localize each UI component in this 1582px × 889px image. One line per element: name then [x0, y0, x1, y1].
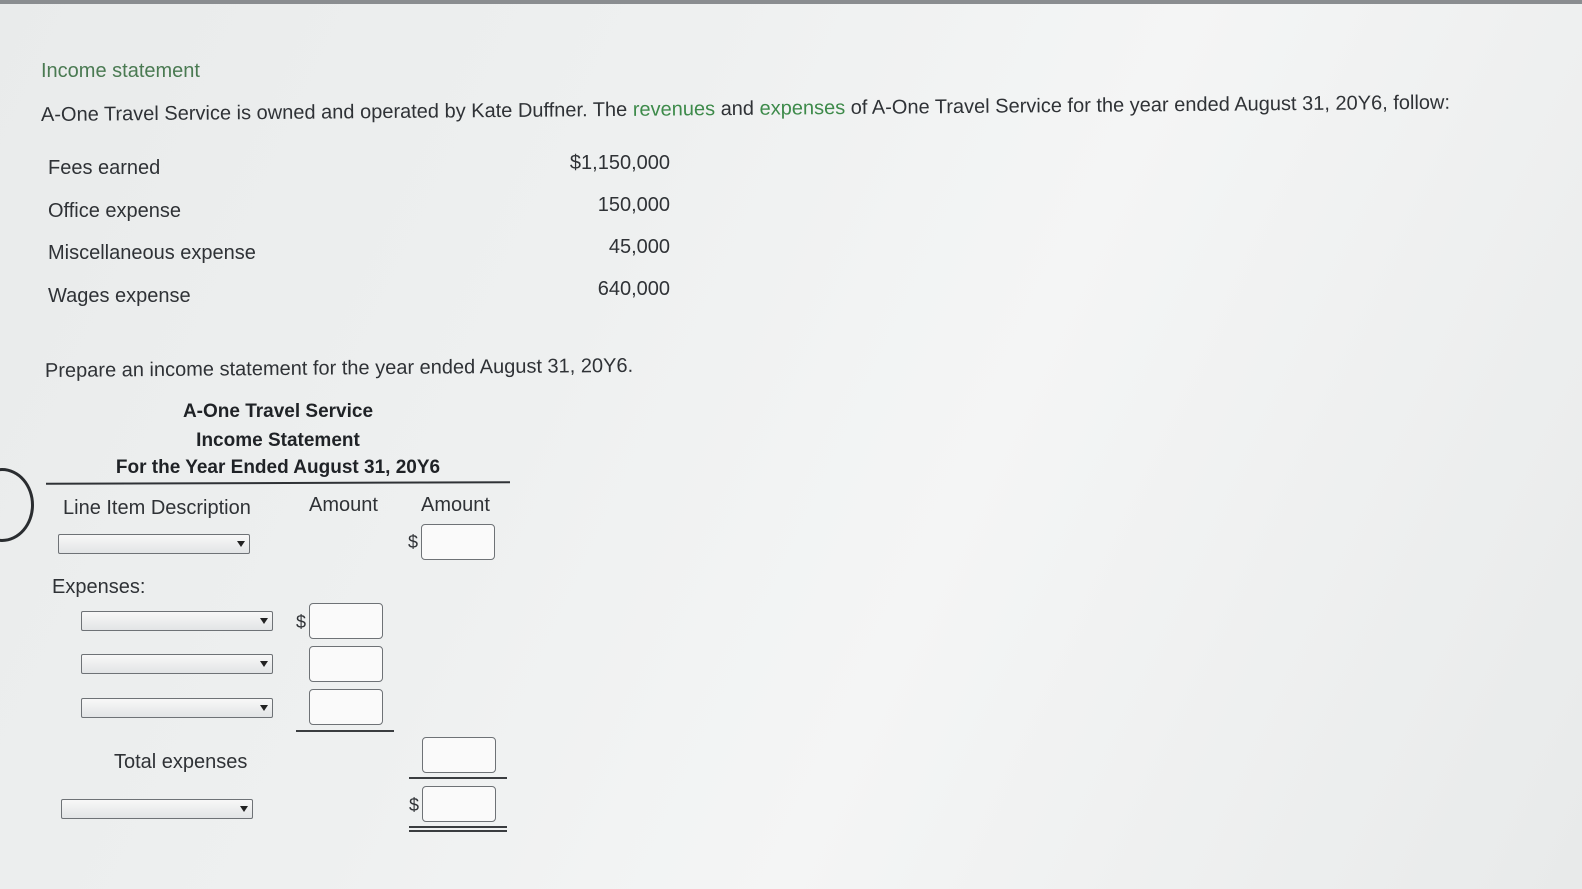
expense-amount-input-2[interactable] [309, 646, 383, 682]
net-income-double-rule-bottom [409, 830, 507, 832]
chevron-down-icon [237, 541, 245, 547]
expense-amount-input-1[interactable] [309, 603, 383, 639]
misc-expense-value: 45,000 [608, 236, 670, 258]
statement-company: A-One Travel Service [182, 401, 374, 422]
fees-earned-value: $1,150,000 [569, 152, 670, 174]
expense-line-select-1[interactable] [81, 611, 273, 631]
expense-amount-input-3[interactable] [309, 689, 383, 725]
office-expense-value: 150,000 [597, 194, 670, 216]
wages-expense-label: Wages expense [48, 285, 191, 307]
total-expenses-input[interactable] [422, 737, 496, 773]
intro-part3: of A-One Travel Service for the year ended August 31, 20Y6, follow: [845, 91, 1451, 119]
instruction-text: Prepare an income statement for the year ended August 31, 20Y6. [44, 354, 634, 382]
intro-part2: and [714, 97, 760, 121]
wages-expense-value: 640,000 [597, 278, 670, 300]
net-income-input[interactable] [422, 786, 496, 822]
total-expenses-label: Total expenses [114, 751, 248, 773]
chevron-down-icon [260, 705, 268, 711]
chevron-down-icon [260, 661, 268, 667]
col-amount2-header: Amount [421, 494, 490, 516]
dollar-sign: $ [409, 795, 420, 815]
header-rule [46, 481, 510, 485]
net-income-select[interactable] [61, 799, 253, 819]
top-bar [0, 0, 1582, 4]
expense-line-select-3[interactable] [81, 698, 273, 718]
dollar-sign: $ [296, 612, 307, 632]
statement-title: Income Statement [196, 430, 360, 451]
office-expense-label: Office expense [48, 200, 182, 222]
misc-expense-label: Miscellaneous expense [48, 242, 256, 264]
dollar-sign: $ [408, 532, 419, 552]
intro-part1: A-One Travel Service is owned and operated by Kate Duffner. The [40, 98, 633, 126]
fees-earned-label: Fees earned [48, 157, 161, 179]
revenues-link[interactable]: revenues [632, 98, 716, 121]
col-amount1-header: Amount [309, 494, 378, 516]
expenses-label: Expenses: [52, 576, 146, 598]
circle-nav-icon[interactable] [0, 468, 34, 542]
statement-period: For the Year Ended August 31, 20Y6 [115, 457, 441, 478]
chevron-down-icon [240, 806, 248, 812]
intro-text [41, 92, 1450, 127]
page-heading: Income statement [41, 60, 200, 82]
total-expenses-rule [409, 777, 507, 779]
expenses-subtotal-rule [296, 730, 394, 732]
expense-line-select-2[interactable] [81, 654, 273, 674]
chevron-down-icon [260, 618, 268, 624]
col-description-header: Line Item Description [63, 497, 251, 519]
expenses-link[interactable]: expenses [759, 96, 846, 120]
revenue-amount-input[interactable] [421, 524, 495, 560]
net-income-double-rule-top [409, 826, 507, 828]
revenue-line-select[interactable] [58, 534, 250, 554]
